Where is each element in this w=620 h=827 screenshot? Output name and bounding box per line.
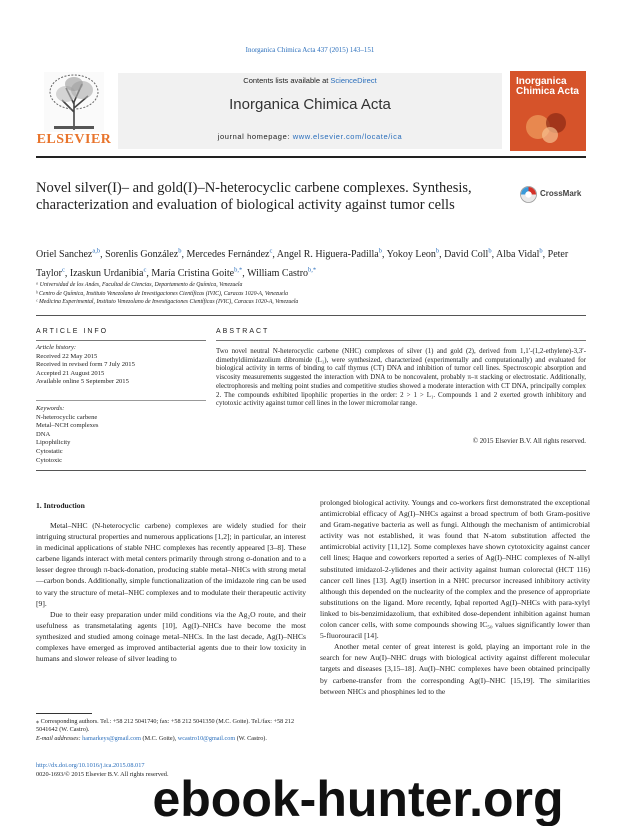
history-accepted: Accepted 21 August 2015 [36, 369, 105, 377]
author-name: Izaskun Urdanibia [69, 267, 144, 279]
author-item: Peter Taylor$^c$, [36, 249, 569, 279]
affiliation-c: ᶜ Medicina Experimental, Instituto Venezolano de Investigaciones Científicas (IVIC), Caracas 1020-A, Venezuela [36, 299, 299, 305]
abstract-bottom-rule [36, 470, 586, 471]
keyword-item: Cytostatic [36, 447, 63, 455]
author-item: Izaskun Urdanibia$^c$, [69, 266, 152, 279]
author-affiliation-marker[interactable]: b,* [234, 266, 243, 274]
footnote-rule [36, 713, 92, 714]
keywords-rule [36, 400, 206, 401]
homepage-link[interactable]: www.elsevier.com/locate/ica [292, 132, 403, 141]
article-info-heading: ARTICLE INFO [36, 328, 109, 335]
contents-prefix: Contents lists available at [243, 76, 331, 85]
body-column-left [36, 520, 306, 664]
article-history [36, 344, 206, 387]
body-paragraph: Metal–NHC (N-heterocyclic carbene) complexes are widely studied for their intriguing structural properties and numerous applications [1,2]; in particular, an interest in medicinal applications of stable NHC complexes has recently appeared [3–8]. These carbene ligands interact with metal centers primarily through strong σ-donation and to a lesser degree through π-back-donation, producing stable metal–NHCs with strong metal—carbon bonds. Additionally, simple functionalization of the imidazole ring can be used to vary the structure of metal–NHC complexes and to modulate their therapeutic activity [9]. [36, 521, 306, 608]
footnotes [36, 718, 306, 743]
author-item: Yokoy Leon$^b$, [386, 248, 445, 261]
author-name: Mercedes Fernández [186, 249, 270, 261]
keyword-item: N-heterocyclic carbene [36, 413, 98, 421]
history-received: Received 22 May 2015 [36, 352, 98, 360]
keyword-item: Lipophilicity [36, 439, 71, 447]
author-name: Angel R. Higuera-Padilla [276, 249, 379, 261]
watermark-text: ebook-hunter.org [152, 771, 564, 826]
author-item: Sorenlis González$^b$, [105, 248, 187, 261]
body-column-right [320, 497, 590, 697]
author-item: María Cristina Goite$^{b,*}$, [151, 266, 248, 279]
journal-title: Inorganica Chimica Acta [229, 96, 391, 113]
author-affiliation-marker[interactable]: b [435, 248, 440, 255]
author-name: Alba Vidal [496, 249, 540, 261]
author-affiliation-marker[interactable]: c [143, 266, 147, 274]
author-affiliation-marker[interactable]: b [539, 248, 543, 255]
author-affiliation-marker[interactable]: b [378, 248, 382, 255]
history-revised: Received in revised form 7 July 2015 [36, 361, 135, 369]
doi-link[interactable]: http://dx.doi.org/10.1016/j.ica.2015.08.017 [36, 762, 145, 769]
crossmark-label: CrossMark [540, 189, 582, 198]
author-affiliation-marker[interactable]: c [61, 266, 65, 274]
article-info-rule [36, 340, 206, 341]
author-affiliation-marker[interactable]: b [488, 248, 492, 255]
elsevier-logo [36, 72, 112, 150]
email-label: E-mail addresses: [36, 734, 83, 742]
watermark [108, 770, 608, 826]
author-name: Peter Taylor [36, 249, 569, 279]
author-item [247, 268, 316, 279]
cover-title: Inorganica Chimica Acta [516, 76, 579, 97]
sciencedirect-link[interactable]: ScienceDirect [330, 76, 377, 85]
journal-cover[interactable] [510, 71, 586, 151]
author-item: Mercedes Fernández$^c$, [186, 248, 277, 261]
author-name: Sorenlis González [105, 249, 179, 261]
abstract-rule [216, 340, 586, 341]
affiliation-a: ᵃ Universidad de los Andes, Facultad de Ciencias, Departamento de Química, Venezuela [36, 282, 243, 288]
title-rule [36, 315, 586, 316]
body-paragraph: Another metal center of great interest is gold, playing an important role in the search for new Au(I)–NHC drugs with biological activity against different molecular targets and diseases [3,15–18]. Au(I)–NHC complexes have been obtained principally by carbene-transfer from the corresponding Ag(I)–NHC [15,19]. The similarities between NHCs and phosphines led to the [320, 642, 590, 696]
homepage-prefix: journal homepage: [217, 132, 293, 141]
author-item: Oriel Sanchez$^{a,b}$, [36, 248, 106, 261]
crossmark-icon [520, 186, 537, 203]
crossmark-badge[interactable] [520, 186, 590, 204]
section-heading-introduction: 1. Introduction [36, 501, 85, 510]
cover-art-icon [520, 107, 576, 145]
email-link-goite[interactable]: hamarkeys@gmail.com [82, 734, 141, 742]
journal-reference[interactable]: Inorganica Chimica Acta 437 (2015) 143–151 [245, 46, 375, 54]
author-item: Angel R. Higuera-Padilla$^b$, [276, 248, 387, 261]
author-affiliation-marker[interactable]: a,b [92, 248, 101, 255]
affiliation-b: ᵇ Centro de Química, Instituto Venezolano de Investigaciones Científicas (IVIC), Caracas 1020-A, Venezuela [36, 290, 289, 297]
header-rule [36, 156, 586, 158]
author-name: Yokoy Leon [386, 249, 436, 261]
email-owner: (M.C. Goite), [140, 734, 178, 742]
author-affiliation-marker[interactable]: b,* [308, 266, 317, 274]
abstract-copyright: © 2015 Elsevier B.V. All rights reserved. [472, 438, 586, 445]
abstract-text: Two novel neutral N-heterocyclic carbene (NHC) complexes of silver (1) and gold (2), derived from 1,1′-(1,2-ethylene)-3,3′-dimethyldiimidazolium dibromide (L₁), were synthesized, characterized (experimentally and computationally) and evaluated for biological activity in terms of binding to calf thymus (CT) DNA and inhibition of tumor cell lines. Spectroscopic absorption and viscosity measurements suggested the interaction with DNA to be noncovalent, probably π–π stacking or electrostatic. Additionally, electrophoresis and melting point studies and competitive studies showed a moderate interaction with CT DNA, principally complex 2. The compounds exhibited lipophilic properties in the order: 2 > 1 > L₁. Compounds 1 and 2 exerted growth inhibitory and cytotoxic activity against tumor cell lines in the lower micromolar range. [216, 348, 586, 408]
elsevier-wordmark: ELSEVIER [36, 132, 112, 147]
affiliations [36, 281, 596, 307]
keyword-item: Metal–NCH complexes [36, 422, 99, 430]
history-online: Available online 5 September 2015 [36, 378, 129, 386]
author-list [36, 244, 596, 281]
author-name: Oriel Sanchez [36, 249, 93, 261]
article-title: Novel silver(I)– and gold(I)–N-heterocyclic carbene complexes. Synthesis, characterization and evaluation of biological activity against tumor cells [36, 180, 472, 213]
author-name: David Coll [444, 249, 489, 261]
keywords [36, 405, 206, 465]
abstract-heading: ABSTRACT [216, 328, 270, 335]
keywords-title: Keywords: [36, 405, 65, 412]
body-paragraph: prolonged biological activity. Youngs and co-workers first demonstrated the exceptional antimicrobial efficacy of Ag(I)–NHCs against a broad spectrum of both Gram-positive and Gram-negative bacteria as well as fungi. Although the mechanism of antimicrobial activity was not established, it was found that N-atom substitution affected the antimicrobial activity [11,12]. Some complexes have shown cytotoxicity against cancer cell lines; Haque and coworkers reported a series of Ag(I)–NHC complexes of N-allyl substituted imidazol-2-ylidenes and their activity against human colorectal (HCT 116) cancer cell lines [13]. Ag(I) insertion in a NHC precursor increased inhibitory activity although this depended on the nuclearity of the complex and the presence of appropriate substitutions on the ligand. More recently, Iqbal reported Ag(I)–NHCs with para-xylyl linked to bis-benzimidazolium, that exhibited dose-dependent inhibition against human colon cancer cells, with some compounds showing IC₅₀ values significantly lower than 5-fluorouracil [14]. [320, 498, 590, 641]
issn-line: 0020-1693/© 2015 Elsevier B.V. All rights reserved. [36, 771, 169, 778]
email-link-castro[interactable]: wcastro10@gmail.com [177, 734, 236, 742]
elsevier-tree-icon [44, 72, 104, 132]
author-item: Alba Vidal$^b$, [496, 248, 548, 261]
body-paragraph: Due to their easy preparation under mild conditions via the Ag₂O route, and their usefulness as transmetalating agents [10], Ag(I)–NHCs have become the most synthesized and studied among coinage metal–NHCs. In the last decade, Ag(I)–NHCs complexes have emerged as improved antibacterial agents due to their low toxicity in humans and slower release of silver leading to [36, 609, 306, 664]
author-affiliation-marker[interactable]: c [269, 248, 273, 255]
author-item: David Coll$^b$, [444, 248, 497, 261]
journal-homepage [118, 132, 502, 141]
history-title: Article history: [36, 344, 77, 351]
keyword-item: Cytotoxic [36, 456, 63, 464]
footnote-emails [36, 735, 306, 743]
author-name: María Cristina Goite [151, 267, 235, 279]
footnote-corresponding: ⁎ Corresponding authors. Tel.: +58 212 5041740; fax: +58 212 5041350 (M.C. Goite). Tel./fax: +58 212 5041642 (W. Castro). [36, 718, 295, 734]
author-name: William Castro [247, 267, 309, 279]
contents-line [118, 76, 502, 85]
keyword-item: DNA [36, 430, 51, 438]
email-owner: (W. Castro). [235, 734, 267, 742]
author-affiliation-marker[interactable]: b [178, 248, 182, 255]
